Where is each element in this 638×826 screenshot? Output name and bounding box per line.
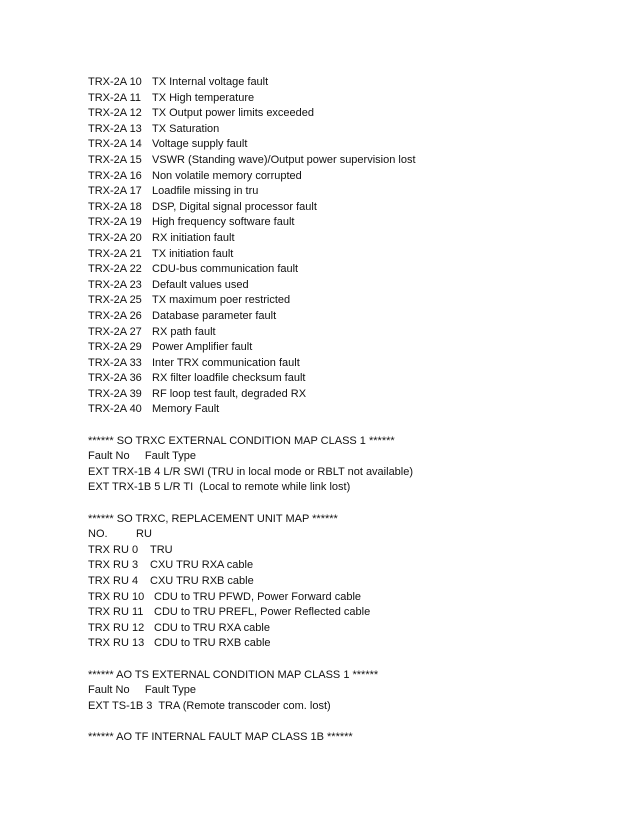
fault-code: TRX-2A 19 [88,216,142,229]
fault-code: TRX-2A 36 [88,372,142,385]
column-header: Fault No Fault Type [88,684,197,697]
fault-description: TX High temperature [152,91,255,104]
fault-code: TRX-2A 20 [88,231,142,244]
ru-code: TRX RU 4 [88,575,139,587]
ru-description: TRU [150,543,173,556]
fault-description: High frequency software fault [152,216,295,229]
fault-code: TRX-2A 29 [88,341,142,354]
ru-description: CDU to TRU PFWD, Power Forward cable [154,590,362,603]
fault-code: TRX-2A 11 [88,91,141,104]
list-item [88,558,608,574]
list-item [88,106,608,122]
ru-description: CDU to TRU RXA cable [154,621,270,634]
ru-code: TRX RU 11 [88,606,144,619]
list-item [88,371,608,387]
trx-fault-list [88,75,608,418]
list-item [88,122,608,138]
fault-code: TRX-2A 23 [88,278,142,291]
list-item [88,169,608,185]
fault-description: Memory Fault [152,403,220,416]
ru-description: CDU to TRU PREFL, Power Reflected cable [154,606,371,619]
fault-code: TRX-2A 10 [88,76,142,88]
fault-description: DSP, Digital signal processor fault [152,200,317,213]
list-item [88,247,608,263]
list-item [88,605,608,621]
list-item [88,91,608,107]
column-header-ru: RU [136,528,152,541]
column-header [88,527,608,543]
fault-description: TX maximum poer restricted [152,294,291,307]
fault-description: Database parameter fault [152,309,277,322]
fault-code: TRX-2A 40 [88,403,142,416]
list-item [88,356,608,372]
spacer [88,652,608,668]
list-item [88,402,608,418]
fault-code: TRX-2A 21 [88,247,142,260]
list-item [88,325,608,341]
list-item [88,293,608,309]
list-item [88,543,608,559]
spacer [88,418,608,434]
ru-code: TRX RU 3 [88,559,139,572]
trxc-replacement-unit-section [88,512,608,652]
fault-code: TRX-2A 27 [88,325,142,338]
list-item [88,200,608,216]
fault-code: TRX-2A 17 [88,185,142,198]
ru-description: CXU TRU RXA cable [150,559,254,572]
fault-code: TRX-2A 15 [88,153,142,166]
list-item [88,309,608,325]
list-item [88,621,608,637]
fault-description: Power Amplifier fault [152,341,253,354]
column-header: Fault No Fault Type [88,450,197,463]
fault-code: TRX-2A 26 [88,309,142,322]
fault-description: RX filter loadfile checksum fault [152,372,306,385]
fault-description: Voltage supply fault [152,138,248,151]
ru-code: TRX RU 10 [88,590,145,603]
section-heading: ****** AO TS EXTERNAL CONDITION MAP CLASS 1 ****** [88,668,379,681]
fault-description: RF loop test fault, degraded RX [152,387,307,400]
fault-code: TRX-2A 16 [88,169,142,182]
spacer [88,714,608,730]
fault-code: TRX-2A 18 [88,200,142,213]
list-item [88,75,608,91]
fault-description: VSWR (Standing wave)/Output power supervision lost [152,153,416,166]
list-item [88,231,608,247]
list-item [88,574,608,590]
list-item: EXT TRX-1B 5 L/R TI (Local to remote while link lost) [88,481,351,494]
fault-code: TRX-2A 39 [88,387,142,400]
spacer [88,496,608,512]
fault-code: TRX-2A 25 [88,294,142,307]
ru-code: TRX RU 13 [88,637,145,650]
list-item [88,340,608,356]
fault-code: TRX-2A 33 [88,356,142,369]
ru-description: CXU TRU RXB cable [150,575,254,587]
list-item [88,590,608,606]
fault-description: TX Output power limits exceeded [152,107,315,120]
fault-description: CDU-bus communication fault [152,263,299,276]
list-item: EXT TRX-1B 4 L/R SWI (TRU in local mode or RBLT not available) [88,465,414,478]
list-item [88,215,608,231]
fault-code: TRX-2A 14 [88,138,142,151]
fault-description: TX Internal voltage fault [152,76,269,88]
fault-description: RX initiation fault [152,231,235,244]
ts-external-section [88,668,608,715]
fault-description: RX path fault [152,325,216,338]
list-item [88,636,608,652]
list-item [88,262,608,278]
fault-description: TX initiation fault [152,247,234,260]
fault-description: Non volatile memory corrupted [152,169,302,182]
list-item [88,137,608,153]
tf-internal-section [88,730,608,746]
column-header-no: NO. [88,528,108,541]
ru-description: CDU to TRU RXB cable [154,637,271,650]
fault-description: Loadfile missing in tru [152,185,259,198]
fault-description: TX Saturation [152,122,220,135]
list-item [88,153,608,169]
fault-code: TRX-2A 22 [88,263,142,276]
list-item [88,184,608,200]
list-item: EXT TS-1B 3 TRA (Remote transcoder com. lost) [88,699,331,712]
trxc-external-section [88,434,608,496]
section-heading: ****** SO TRXC, REPLACEMENT UNIT MAP ****** [88,512,338,525]
section-heading: ****** SO TRXC EXTERNAL CONDITION MAP CLASS 1 ****** [88,434,395,447]
fault-description: Inter TRX communication fault [152,356,300,369]
ru-code: TRX RU 0 [88,543,139,556]
fault-code: TRX-2A 13 [88,122,142,135]
fault-code: TRX-2A 12 [88,107,142,120]
document-page [88,75,608,746]
ru-code: TRX RU 12 [88,621,145,634]
fault-description: Default values used [152,278,249,291]
list-item [88,278,608,294]
list-item [88,387,608,403]
section-heading: ****** AO TF INTERNAL FAULT MAP CLASS 1B ****** [88,730,353,743]
